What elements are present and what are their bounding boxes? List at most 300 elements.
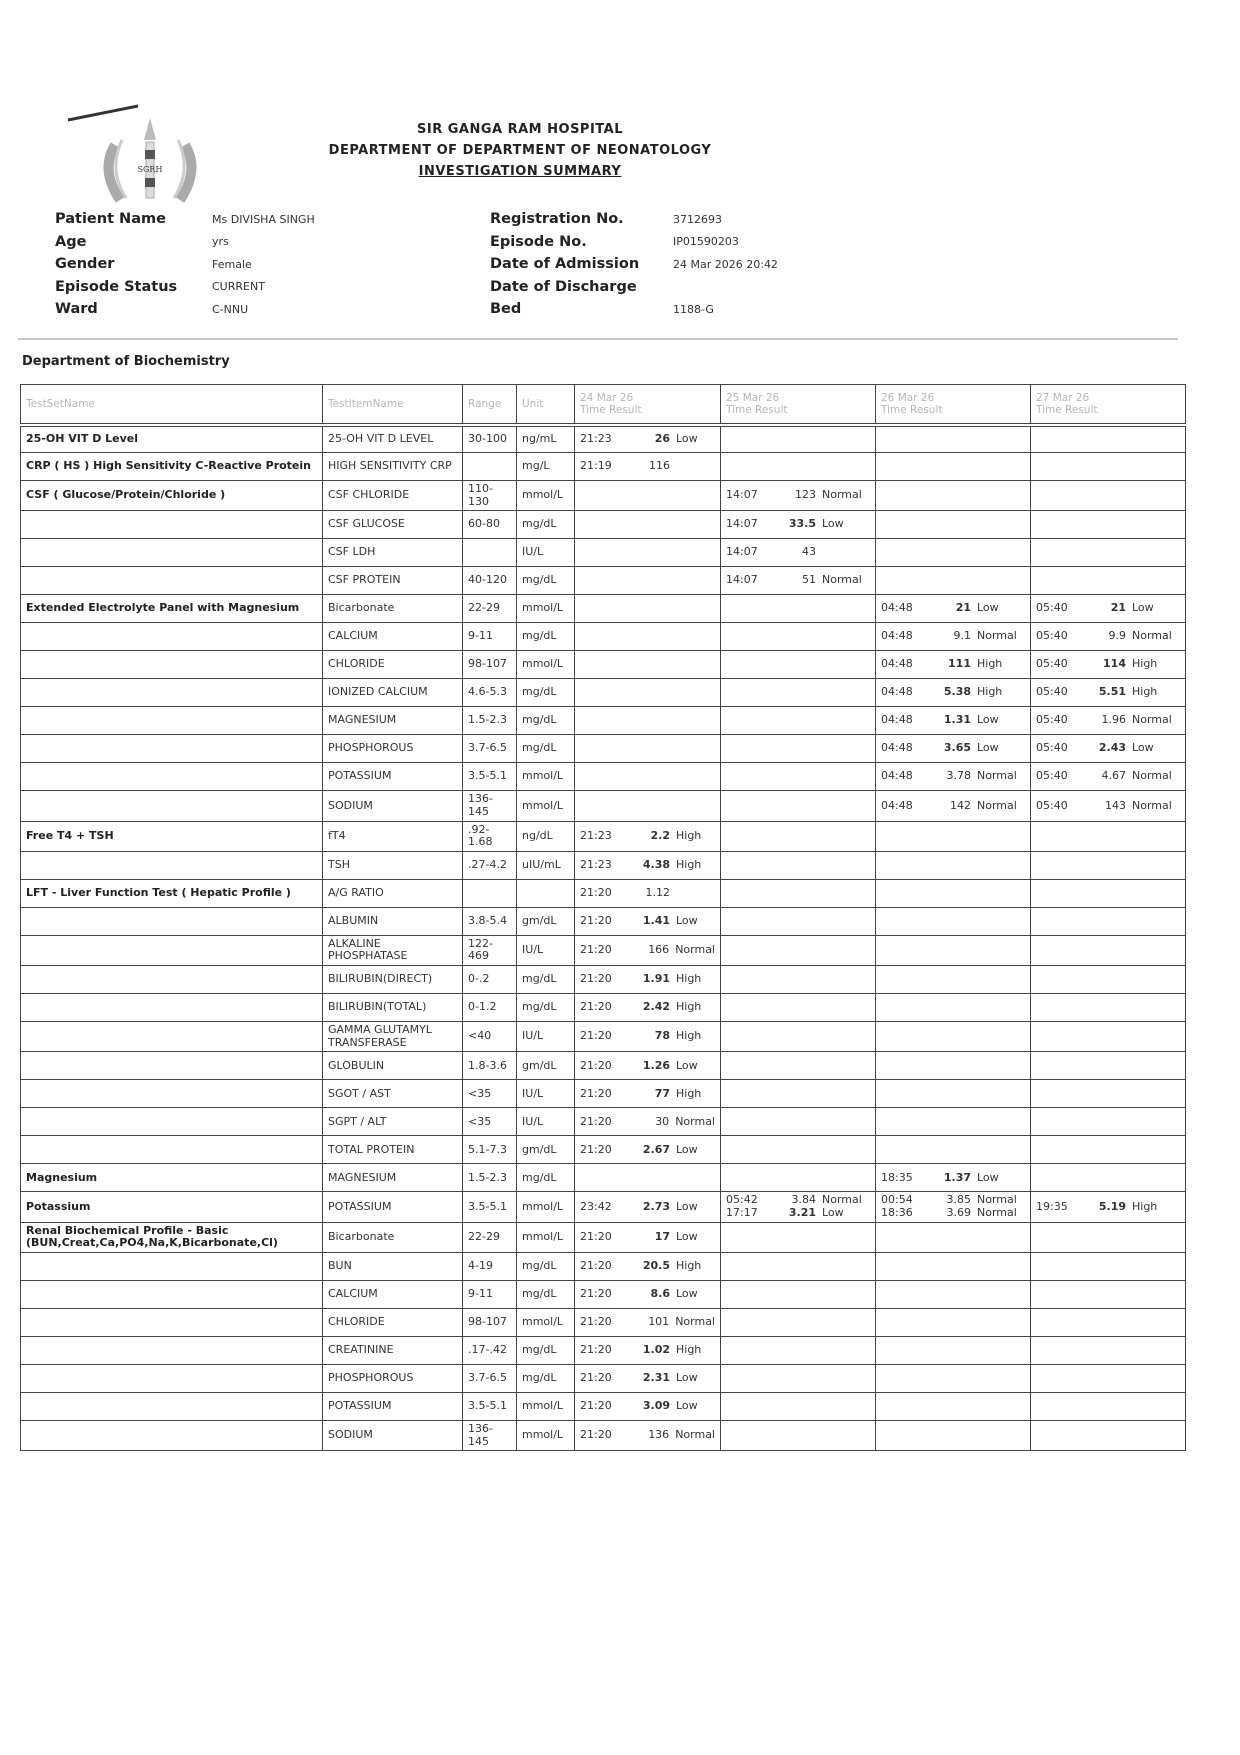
bed: 1188-G	[673, 302, 714, 316]
test-set-name	[21, 994, 323, 1022]
table-row	[21, 679, 1186, 707]
day-result-cell	[876, 651, 1031, 679]
day-result-cell	[1031, 1364, 1186, 1392]
day-result-cell	[575, 1222, 721, 1252]
unit: mmol/L	[517, 1420, 575, 1450]
divider	[18, 338, 1178, 340]
unit: ng/dL	[517, 821, 575, 851]
test-item-name: CHLORIDE	[323, 1308, 463, 1336]
day-result-cell	[721, 539, 876, 567]
day-result-cell	[1031, 651, 1186, 679]
result-entry	[881, 714, 1025, 727]
result-value: 3.84	[791, 1193, 816, 1207]
day-result-cell	[575, 851, 721, 879]
result-value: 136	[648, 1428, 670, 1442]
result-value: 20.5	[642, 1259, 670, 1273]
table-row	[21, 651, 1186, 679]
reference-range: 40-120	[463, 567, 517, 595]
result-value: 1.96	[1101, 713, 1126, 727]
test-set-name	[21, 651, 323, 679]
result-time: 21:23	[580, 828, 612, 842]
day-result-cell	[575, 567, 721, 595]
result-flag: Normal	[822, 1193, 862, 1207]
unit: mg/dL	[517, 994, 575, 1022]
day-result-cell	[575, 1136, 721, 1164]
result-time: 21:20	[580, 1230, 612, 1243]
result-time: 18:35	[881, 1170, 913, 1184]
unit: uIU/mL	[517, 851, 575, 879]
table-row	[21, 595, 1186, 623]
result-entry	[1036, 602, 1180, 615]
result-entry	[580, 1372, 715, 1385]
day-result-cell	[575, 651, 721, 679]
result-time: 00:54	[881, 1193, 913, 1207]
result-value: 8.6	[650, 1287, 670, 1301]
unit: mg/dL	[517, 511, 575, 539]
registration-no: 3712693	[673, 212, 722, 226]
result-flag: Low	[1132, 601, 1154, 615]
test-set-name	[21, 1080, 323, 1108]
day-result-cell	[575, 994, 721, 1022]
day-result-cell	[721, 1164, 876, 1192]
test-set-name	[21, 567, 323, 595]
unit: mmol/L	[517, 651, 575, 679]
test-item-name: HIGH SENSITIVITY CRP	[323, 453, 463, 481]
result-entry	[881, 742, 1025, 755]
test-item-name: POTASSIUM	[323, 1192, 463, 1222]
day-result-cell	[721, 935, 876, 965]
table-row	[21, 1222, 1186, 1252]
day-result-cell	[876, 966, 1031, 994]
day-result-cell	[721, 1392, 876, 1420]
info-row	[55, 253, 315, 276]
document-title: INVESTIGATION SUMMARY	[418, 164, 622, 179]
reference-range: 1.8-3.6	[463, 1052, 517, 1080]
episode-status: CURRENT	[212, 280, 265, 294]
result-value: 1.91	[642, 972, 670, 986]
info-row	[55, 231, 315, 254]
unit: IU/L	[517, 1080, 575, 1108]
day-result-cell	[1031, 425, 1186, 453]
result-flag: Low	[676, 1371, 698, 1385]
test-set-name	[21, 511, 323, 539]
result-time: 19:35	[1036, 1199, 1068, 1213]
test-set-name	[21, 966, 323, 994]
day-result-cell	[876, 1136, 1031, 1164]
result-value: 2.43	[1098, 741, 1126, 755]
day-result-cell	[876, 1080, 1031, 1108]
test-item-name: TSH	[323, 851, 463, 879]
result-entry	[1036, 1201, 1180, 1214]
day-result-cell	[1031, 735, 1186, 763]
unit: mg/dL	[517, 735, 575, 763]
day-result-cell	[575, 907, 721, 935]
result-entry	[580, 1429, 715, 1442]
day-result-cell	[721, 1252, 876, 1280]
result-time: 21:20	[580, 1142, 612, 1156]
unit: IU/L	[517, 1108, 575, 1136]
day-result-cell	[721, 679, 876, 707]
table-row	[21, 1022, 1186, 1052]
day-result-cell	[1031, 623, 1186, 651]
day-result-cell	[876, 1420, 1031, 1450]
day-result-cell	[721, 907, 876, 935]
day-result-cell	[876, 623, 1031, 651]
test-set-name	[21, 935, 323, 965]
result-entry	[881, 770, 1025, 783]
day-result-cell	[876, 935, 1031, 965]
result-entry	[1036, 686, 1180, 699]
day-result-cell	[876, 791, 1031, 821]
result-time: 17:17	[726, 1206, 758, 1220]
day-result-cell	[1031, 481, 1186, 511]
day-result-cell	[575, 791, 721, 821]
reference-range	[463, 879, 517, 907]
result-flag: Normal	[675, 1315, 715, 1329]
info-label: Episode No.	[490, 233, 587, 250]
test-item-name: PHOSPHOROUS	[323, 1364, 463, 1392]
table-row	[21, 1164, 1186, 1192]
day-result-cell	[575, 1022, 721, 1052]
patient-info-left	[55, 208, 315, 321]
day-result-cell	[721, 511, 876, 539]
result-time: 21:20	[580, 1428, 612, 1442]
result-time: 21:20	[580, 1287, 612, 1301]
result-flag: High	[676, 858, 702, 872]
day-result-cell	[575, 1108, 721, 1136]
day-result-cell	[1031, 1252, 1186, 1280]
test-set-name	[21, 1252, 323, 1280]
day-result-cell	[575, 935, 721, 965]
reference-range: 0-.2	[463, 966, 517, 994]
result-value: 2.2	[650, 828, 670, 842]
col-day-4-header: 27 Mar 26 Time Result	[1031, 385, 1186, 425]
result-flag: Low	[676, 1287, 698, 1301]
result-flag: Normal	[1132, 798, 1172, 812]
day-result-cell	[1031, 1308, 1186, 1336]
result-time: 21:20	[580, 1114, 612, 1128]
test-set-name	[21, 1052, 323, 1080]
day-result-cell	[721, 1364, 876, 1392]
day-result-cell	[876, 595, 1031, 623]
result-flag: Low	[977, 713, 999, 727]
result-time: 21:23	[580, 431, 612, 445]
result-value: 30	[655, 1114, 670, 1128]
result-entry	[1036, 800, 1180, 813]
col-testitem-header: TestItemName	[323, 385, 463, 425]
unit: ng/mL	[517, 425, 575, 453]
unit: mg/dL	[517, 623, 575, 651]
hospital-name: SIR GANGA RAM HOSPITAL	[417, 122, 623, 137]
table-row	[21, 539, 1186, 567]
day-result-cell	[876, 907, 1031, 935]
table-row	[21, 1052, 1186, 1080]
day-result-cell	[1031, 851, 1186, 879]
result-flag: High	[977, 657, 1003, 671]
test-set-name	[21, 707, 323, 735]
reference-range: 9-11	[463, 1280, 517, 1308]
test-item-name: SGPT / ALT	[323, 1108, 463, 1136]
test-item-name: CREATININE	[323, 1336, 463, 1364]
day-result-cell	[721, 1308, 876, 1336]
result-time: 21:20	[580, 1371, 612, 1385]
test-item-name: PHOSPHOROUS	[323, 735, 463, 763]
result-entry	[726, 518, 870, 531]
table-body	[21, 425, 1186, 1451]
result-value: 33.5	[788, 517, 816, 531]
day-result-cell	[1031, 879, 1186, 907]
result-flag: Normal	[1132, 713, 1172, 727]
day-result-cell	[721, 735, 876, 763]
test-item-name: POTASSIUM	[323, 1392, 463, 1420]
test-set-name: Potassium	[21, 1192, 323, 1222]
day-result-cell	[1031, 994, 1186, 1022]
document-header	[250, 122, 790, 179]
day-result-cell	[876, 1222, 1031, 1252]
day-result-cell	[876, 1364, 1031, 1392]
unit: mg/dL	[517, 1252, 575, 1280]
test-item-name: CSF GLUCOSE	[323, 511, 463, 539]
reference-range: <35	[463, 1080, 517, 1108]
table-row	[21, 851, 1186, 879]
test-item-name: CHLORIDE	[323, 651, 463, 679]
result-entry	[881, 1172, 1025, 1185]
unit: mmol/L	[517, 763, 575, 791]
table-row	[21, 1392, 1186, 1420]
test-set-name: Renal Biochemical Profile - Basic (BUN,Creat,Ca,PO4,Na,K,Bicarbonate,Cl)	[21, 1222, 323, 1252]
result-time: 21:20	[580, 1343, 612, 1357]
reference-range: 4.6-5.3	[463, 679, 517, 707]
result-flag: High	[676, 1343, 702, 1357]
results-table	[20, 384, 1186, 1451]
result-value: 26	[654, 431, 670, 445]
result-time: 21:20	[580, 1058, 612, 1072]
day-result-cell	[575, 1280, 721, 1308]
table-row	[21, 481, 1186, 511]
day-result-cell	[876, 1192, 1031, 1222]
result-flag: High	[676, 1000, 702, 1014]
reference-range: <35	[463, 1108, 517, 1136]
patient-gender: Female	[212, 257, 252, 271]
result-entry	[1036, 770, 1180, 783]
unit: mmol/L	[517, 481, 575, 511]
test-item-name: A/G RATIO	[323, 879, 463, 907]
unit: mmol/L	[517, 1192, 575, 1222]
result-time: 05:40	[1036, 741, 1068, 755]
day-result-cell	[721, 1080, 876, 1108]
day-result-cell	[876, 679, 1031, 707]
unit: IU/L	[517, 1022, 575, 1052]
result-time: 05:40	[1036, 601, 1068, 615]
table-row	[21, 879, 1186, 907]
day-result-cell	[721, 1136, 876, 1164]
reference-range: 136-145	[463, 791, 517, 821]
result-flag: High	[1132, 1199, 1158, 1213]
day-result-cell	[1031, 1336, 1186, 1364]
day-result-cell	[876, 735, 1031, 763]
result-time: 04:48	[881, 798, 913, 812]
table-row	[21, 935, 1186, 965]
result-entry	[881, 658, 1025, 671]
result-value: 3.78	[946, 769, 971, 783]
test-set-name: 25-OH VIT D Level	[21, 425, 323, 453]
test-set-name: LFT - Liver Function Test ( Hepatic Profile )	[21, 879, 323, 907]
result-time: 05:40	[1036, 685, 1068, 699]
result-entry	[726, 574, 870, 587]
day-result-cell	[575, 1164, 721, 1192]
result-entry	[580, 1060, 715, 1073]
result-entry	[580, 1144, 715, 1157]
result-entry	[580, 1201, 715, 1214]
test-set-name	[21, 623, 323, 651]
unit: mmol/L	[517, 791, 575, 821]
reference-range: 110-130	[463, 481, 517, 511]
result-flag: Normal	[675, 1114, 715, 1128]
result-value: 1.41	[642, 914, 670, 928]
result-value: 116	[649, 459, 670, 473]
result-entry	[580, 460, 715, 473]
result-flag: High	[977, 685, 1003, 699]
unit: mg/dL	[517, 1336, 575, 1364]
test-item-name: CALCIUM	[323, 1280, 463, 1308]
reference-range: 1.5-2.3	[463, 1164, 517, 1192]
day-result-cell	[876, 1336, 1031, 1364]
result-value: 3.69	[946, 1206, 971, 1220]
test-item-name: CSF CHLORIDE	[323, 481, 463, 511]
result-entry	[881, 686, 1025, 699]
day-result-cell	[876, 1392, 1031, 1420]
result-value: 43	[802, 545, 816, 559]
day-result-cell	[1031, 1420, 1186, 1450]
result-value: 9.9	[1108, 629, 1126, 643]
result-flag: Normal	[1132, 769, 1172, 783]
day-result-cell	[575, 735, 721, 763]
day-result-cell	[1031, 1108, 1186, 1136]
result-value: 1.26	[642, 1058, 670, 1072]
reference-range: .17-.42	[463, 1336, 517, 1364]
reference-range: 98-107	[463, 1308, 517, 1336]
day-result-cell	[1031, 595, 1186, 623]
reference-range	[463, 539, 517, 567]
result-time: 04:48	[881, 741, 913, 755]
day-result-cell	[1031, 679, 1186, 707]
day-result-cell	[1031, 966, 1186, 994]
result-flag: Low	[676, 431, 698, 445]
result-time: 21:19	[580, 459, 612, 473]
day-result-cell	[575, 1336, 721, 1364]
reference-range: 1.5-2.3	[463, 707, 517, 735]
test-item-name: MAGNESIUM	[323, 1164, 463, 1192]
day-result-cell	[721, 1052, 876, 1080]
day-result-cell	[1031, 453, 1186, 481]
unit: mg/dL	[517, 567, 575, 595]
admission-date: 24 Mar 2026 20:42	[673, 257, 778, 271]
table-row	[21, 1336, 1186, 1364]
day-result-cell	[575, 1080, 721, 1108]
test-item-name: GAMMA GLUTAMYL TRANSFERASE	[323, 1022, 463, 1052]
result-time: 05:40	[1036, 798, 1068, 812]
result-time: 14:07	[726, 573, 758, 587]
result-value: 21	[1110, 601, 1126, 615]
table-row	[21, 453, 1186, 481]
day-result-cell	[721, 966, 876, 994]
day-result-cell	[575, 1308, 721, 1336]
result-value: 51	[802, 573, 816, 587]
day-result-cell	[721, 994, 876, 1022]
info-label: Age	[55, 233, 87, 250]
result-value: 4.38	[642, 858, 670, 872]
result-entry	[580, 1001, 715, 1014]
day-result-cell	[575, 707, 721, 735]
reference-range: 3.5-5.1	[463, 1392, 517, 1420]
table-row	[21, 623, 1186, 651]
hospital-emblem-icon	[60, 100, 240, 210]
test-item-name: TOTAL PROTEIN	[323, 1136, 463, 1164]
reference-range: 22-29	[463, 1222, 517, 1252]
result-time: 14:07	[726, 517, 758, 531]
result-entry	[580, 830, 715, 843]
result-value: 5.51	[1098, 685, 1126, 699]
result-value: 9.1	[953, 629, 971, 643]
result-value: 1.02	[642, 1343, 670, 1357]
reference-range: 122-469	[463, 935, 517, 965]
day-result-cell	[721, 1280, 876, 1308]
info-label: Registration No.	[490, 211, 624, 228]
result-time: 23:42	[580, 1199, 612, 1213]
table-row	[21, 1080, 1186, 1108]
result-value: 1.37	[943, 1170, 971, 1184]
result-value: 142	[950, 798, 971, 812]
test-item-name: SGOT / AST	[323, 1080, 463, 1108]
day-result-cell	[876, 1280, 1031, 1308]
day-result-cell	[721, 1192, 876, 1222]
result-value: 166	[648, 943, 670, 957]
test-set-name: CSF ( Glucose/Protein/Chloride )	[21, 481, 323, 511]
test-set-name	[21, 791, 323, 821]
info-row	[490, 208, 778, 231]
info-label: Gender	[55, 256, 115, 273]
day-result-cell	[1031, 567, 1186, 595]
result-flag: Low	[822, 517, 844, 531]
hospital-logo	[60, 100, 240, 210]
day-result-cell	[876, 707, 1031, 735]
result-value: 2.42	[642, 1000, 670, 1014]
table-row	[21, 567, 1186, 595]
test-item-name: fT4	[323, 821, 463, 851]
result-value: 101	[648, 1315, 670, 1329]
day-result-cell	[575, 425, 721, 453]
result-value: 3.65	[943, 741, 971, 755]
table-row	[21, 1280, 1186, 1308]
test-item-name: BUN	[323, 1252, 463, 1280]
result-flag: Low	[676, 1399, 698, 1413]
result-flag: Low	[822, 1206, 844, 1220]
reference-range: 3.5-5.1	[463, 1192, 517, 1222]
test-item-name: ALKALINE PHOSPHATASE	[323, 935, 463, 965]
unit	[517, 879, 575, 907]
result-time: 14:07	[726, 545, 758, 559]
table-row	[21, 1252, 1186, 1280]
result-value: 143	[1105, 798, 1126, 812]
day-result-cell	[876, 763, 1031, 791]
result-value: 4.67	[1101, 769, 1126, 783]
reference-range: 30-100	[463, 425, 517, 453]
result-entry	[580, 1400, 715, 1413]
col-range-header: Range	[463, 385, 517, 425]
day-result-cell	[575, 966, 721, 994]
result-time: 14:07	[726, 488, 758, 502]
section-title: Department of Biochemistry	[22, 354, 230, 369]
